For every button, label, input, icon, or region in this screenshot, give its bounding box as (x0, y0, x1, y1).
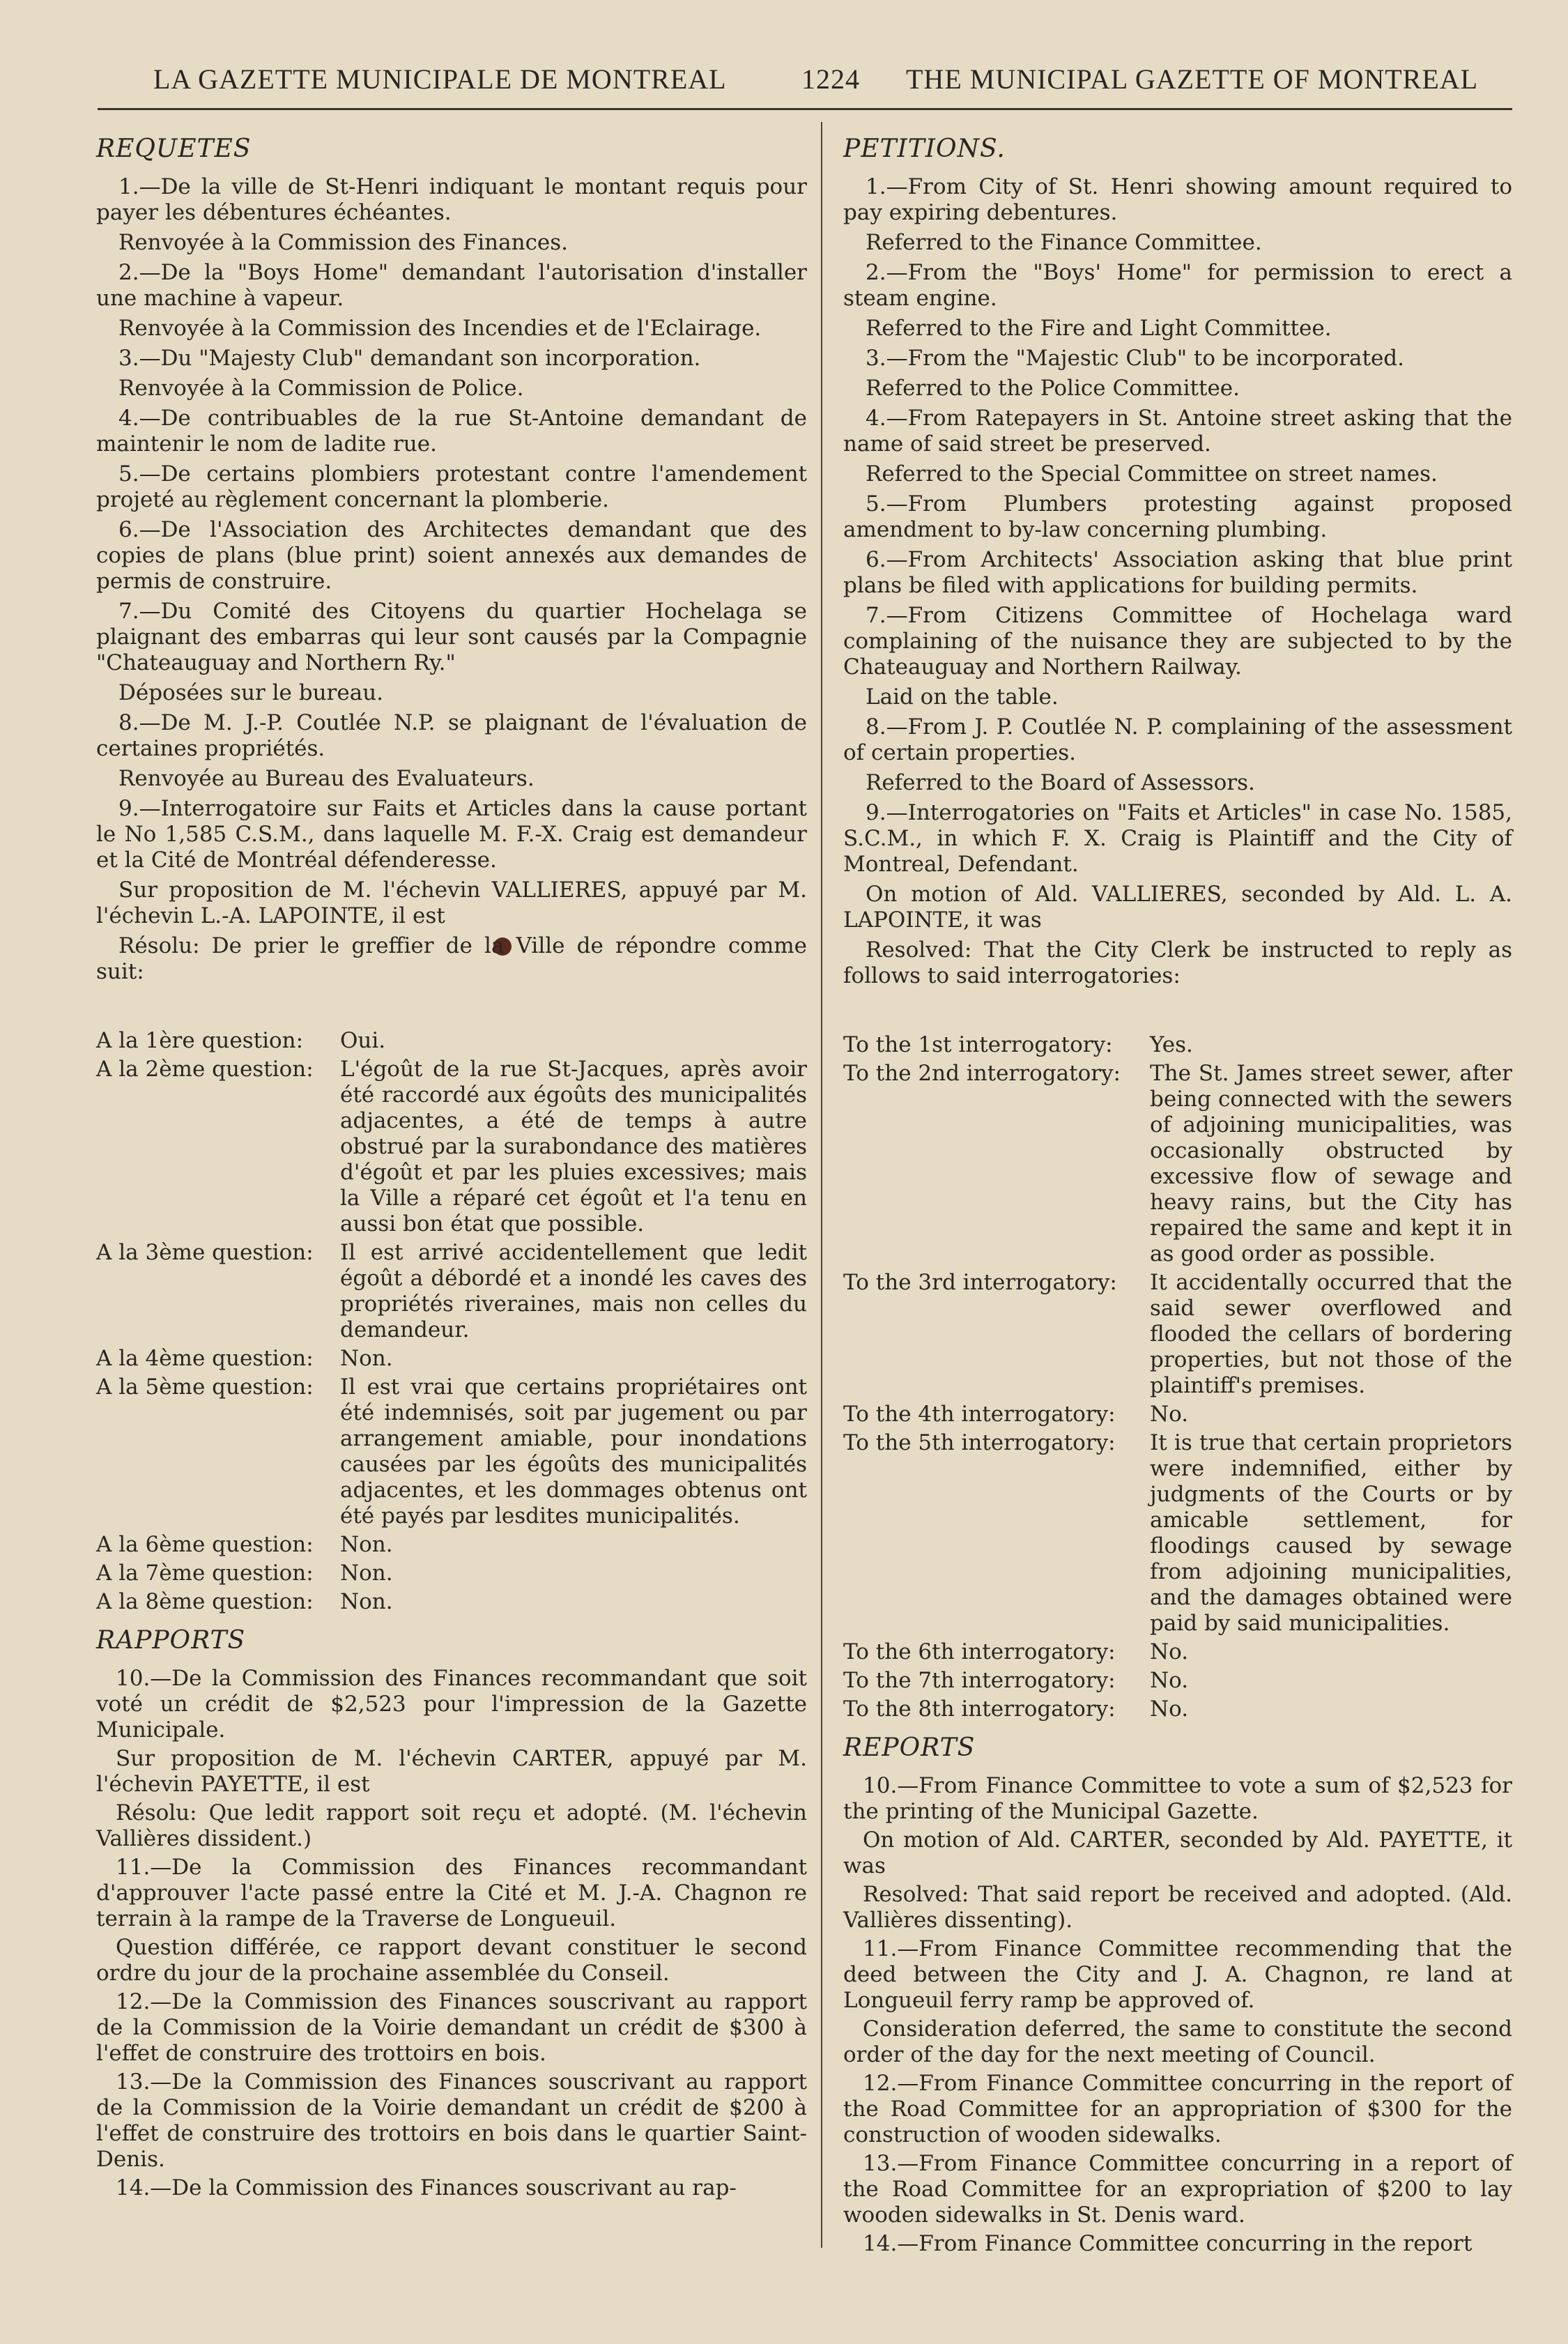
paragraph: Résolu: Que ledit rapport soit reçu et adopté. (M. l'échevin Vallières dissident.) (96, 1800, 807, 1851)
question-label: A la 2ème question: (96, 1057, 314, 1082)
paragraph: 2.—De la "Boys Home" demandant l'autorisation d'installer une machine à vapeur. (96, 260, 807, 311)
interrogatory-answer: It accidentally occurred that the said sewer overflowed and flooded the cellars of bordering properties, but not those of the plaintiff's premises. (1150, 1270, 1512, 1398)
header-title-english: THE MUNICIPAL GAZETTE OF MONTREAL (906, 63, 1479, 95)
question-row (96, 1028, 807, 1054)
header-rule (98, 108, 1512, 110)
interrogatory-answer: No. (1150, 1696, 1189, 1722)
interrogatory-label: To the 5th interrogatory: (843, 1430, 1116, 1455)
interrogatory-label: To the 7th interrogatory: (843, 1668, 1116, 1693)
paragraph: Referred to the Board of Assessors. (866, 770, 1255, 795)
page-number: 1224 (801, 63, 860, 95)
paragraph: Resolved: That said report be received and adopted. (Ald. Vallières dissenting). (843, 1882, 1512, 1933)
paragraph: Renvoyée au Bureau des Evaluateurs. (118, 766, 535, 791)
question-label: A la 7ème question: (96, 1561, 314, 1586)
question-answer: Oui. (340, 1028, 386, 1053)
interrogatory-label: To the 6th interrogatory: (843, 1639, 1116, 1664)
interrogatory-row (843, 1639, 1512, 1665)
paragraph: 11.—De la Commission des Finances recommandant d'approuver l'acte passé entre la Cité et M. J.-A. Chagnon re terrain à la rampe de la Traverse de Longueuil. (96, 1855, 807, 1931)
paragraph: Sur proposition de M. l'échevin VALLIERES, appuyé par M. l'échevin L.-A. LAPOINTE, il est (96, 878, 807, 928)
paragraph: 6.—De l'Association des Architectes demandant que des copies de plans (blue print) soient annexés aux demandes de permis de construire. (96, 517, 807, 594)
paragraph: Resolved: That the City Clerk be instructed to reply as follows to said interrogatories: (843, 937, 1512, 988)
question-label: A la 1ère question: (96, 1028, 304, 1053)
interrogatory-row (843, 1402, 1512, 1427)
page-header (91, 63, 1512, 112)
interrogatory-answer: No. (1150, 1668, 1189, 1693)
question-answer: Non. (340, 1561, 393, 1586)
column-divider (821, 122, 822, 2248)
question-row (96, 1240, 807, 1343)
paragraph: Referred to the Special Committee on street names. (866, 461, 1438, 487)
paragraph: 13.—From Finance Committee concurring in a report of the Road Committee for an expropriation of $200 to lay wooden sidewalks in St. Denis ward. (843, 2151, 1512, 2228)
interrogatory-answer: No. (1150, 1639, 1189, 1664)
french-column (96, 136, 807, 2204)
interrogatory-answer: It is true that certain proprietors were indemnified, either by judgments of the Courts or by amicable settlement, for floodings caused by sewage from adjoining municipalities, and the damages obtained were paid by said municipalities. (1150, 1430, 1512, 1636)
paragraph: 10.—From Finance Committee to vote a sum of $2,523 for the printing of the Municipal Gazette. (843, 1773, 1512, 1824)
paragraph: Renvoyée à la Commission des Finances. (118, 230, 569, 255)
paragraph: 1.—De la ville de St-Henri indiquant le montant requis pour payer les débentures échéantes. (96, 174, 807, 225)
question-answer: Non. (340, 1346, 393, 1371)
header-title-french: LA GAZETTE MUNICIPALE DE MONTREAL (153, 63, 727, 95)
paragraph: Renvoyée à la Commission de Police. (118, 376, 524, 401)
paragraph: 7.—Du Comité des Citoyens du quartier Hochelaga se plaignant des embarras qui leur sont causés par la Compagnie "Chateauguay and Northern Ry." (96, 599, 807, 675)
paragraph: 5.—From Plumbers protesting against proposed amendment to by-law concerning plumbing. (843, 491, 1512, 542)
paragraph: 12.—De la Commission des Finances souscrivant au rapport de la Commission de la Voirie demandant un crédit de $300 à l'effet de construire des trottoirs en bois. (96, 1989, 807, 2066)
question-row (96, 1346, 807, 1372)
paragraph: Résolu: De prier le greffier de la Ville de répondre comme suit: (96, 933, 807, 984)
question-answer: Non. (340, 1589, 393, 1614)
interrogatory-row (843, 1270, 1512, 1399)
english-column (843, 136, 1512, 2260)
paragraph: Sur proposition de M. l'échevin CARTER, appuyé par M. l'échevin PAYETTE, il est (96, 1746, 807, 1797)
paragraph: 3.—Du "Majesty Club" demandant son incorporation. (118, 346, 701, 371)
paragraph: Referred to the Police Committee. (866, 376, 1240, 401)
interrogatory-row (843, 1032, 1512, 1058)
paragraph: 3.—From the "Majestic Club" to be incorporated. (866, 346, 1404, 371)
interrogatory-label: To the 8th interrogatory: (843, 1696, 1116, 1722)
paragraph: 13.—De la Commission des Finances souscrivant au rapport de la Commission de la Voirie demandant un crédit de $200 à l'effet de construire des trottoirs en bois dans le quartier Saint-Denis. (96, 2069, 807, 2172)
paragraph: 10.—De la Commission des Finances recommandant que soit voté un crédit de $2,523 pour l'impression de la Gazette Municipale. (96, 1666, 807, 1742)
paragraph: 8.—De M. J.-P. Coutlée N.P. se plaignant de l'évaluation de certaines propriétés. (96, 710, 807, 761)
paragraph: 7.—From Citizens Committee of Hochelaga ward complaining of the nuisance they are subjected to by the Chateauguay and Northern Railway. (843, 603, 1512, 680)
reports-heading: REPORTS (843, 1733, 976, 1762)
interrogatory-label: To the 1st interrogatory: (843, 1032, 1113, 1057)
interrogatory-row (843, 1430, 1512, 1637)
question-label: A la 8ème question: (96, 1589, 314, 1614)
question-label: A la 5ème question: (96, 1374, 314, 1400)
paragraph: Renvoyée à la Commission des Incendies et de l'Eclairage. (118, 316, 762, 341)
paragraph: Laid on the table. (866, 684, 1059, 710)
question-answer: Non. (340, 1532, 393, 1557)
paragraph: 1.—From City of St. Henri showing amount required to pay expiring debentures. (843, 174, 1512, 225)
interrogatory-label: To the 2nd interrogatory: (843, 1061, 1121, 1086)
question-row (96, 1532, 807, 1558)
petitions-heading: PETITIONS. (843, 135, 1006, 163)
question-row (96, 1589, 807, 1615)
paragraph: 4.—From Ratepayers in St. Antoine street asking that the name of said street be preserved. (843, 406, 1512, 457)
paragraph: Referred to the Finance Committee. (866, 230, 1262, 255)
paragraph: 9.—Interrogatories on "Faits et Articles" in case No. 1585, S.C.M., in which F. X. Craig is Plaintiff and the City of Montreal, Defendant. (843, 800, 1512, 877)
interrogatory-answer: Yes. (1150, 1032, 1193, 1057)
interrogatory-row (843, 1061, 1512, 1267)
question-answer: Il est vrai que certains propriétaires ont été indemnisés, soit par jugement ou par arrangement amiable, pour inondations causées par les égoûts des municipalités adjacentes, et les dommages obtenus ont été payés par lesdites municipalités. (340, 1374, 807, 1529)
paragraph: 6.—From Architects' Association asking that blue print plans be filed with applications for building permits. (843, 547, 1512, 598)
paragraph: 4.—De contribuables de la rue St-Antoine demandant de maintenir le nom de ladite rue. (96, 406, 807, 457)
interrogatory-label: To the 4th interrogatory: (843, 1402, 1116, 1427)
paragraph: Consideration deferred, the same to constitute the second order of the day for the next meeting of Council. (843, 2016, 1512, 2067)
question-label: A la 6ème question: (96, 1532, 314, 1557)
interrogatory-answer: The St. James street sewer, after being connected with the sewers of adjoining municipalities, was occasionally obstructed by excessive flow of sewage and heavy rains, but the City has repaired the same and kept it in as good order as possible. (1150, 1061, 1512, 1266)
question-row (96, 1561, 807, 1586)
paragraph: 9.—Interrogatoire sur Faits et Articles dans la cause portant le No 1,585 C.S.M., dans laquelle M. F.-X. Craig est demandeur et la Cité de Montréal défenderesse. (96, 796, 807, 873)
paragraph: 14.—De la Commission des Finances souscrivant au rap- (116, 2175, 737, 2200)
paragraph: On motion of Ald. CARTER, seconded by Ald. PAYETTE, it was (843, 1828, 1512, 1878)
interrogatory-answer: No. (1150, 1402, 1189, 1427)
paragraph: On motion of Ald. VALLIERES, seconded by Ald. L. A. LAPOINTE, it was (843, 882, 1512, 933)
question-label: A la 4ème question: (96, 1346, 314, 1371)
interrogatory-row (843, 1668, 1512, 1694)
paragraph: Question différée, ce rapport devant constituer le second ordre du jour de la prochaine assemblée du Conseil. (96, 1935, 807, 1986)
paragraph: 2.—From the "Boys' Home" for permission to erect a steam engine. (843, 260, 1512, 311)
question-answer: Il est arrivé accidentellement que ledit égoût a débordé et a inondé les caves des propriétés riveraines, mais non celles du demandeur. (340, 1240, 807, 1342)
paragraph: 12.—From Finance Committee concurring in the report of the Road Committee for an appropriation of $300 for the construction of wooden sidewalks. (843, 2071, 1512, 2147)
paragraph: 14.—From Finance Committee concurring in the report (863, 2231, 1473, 2256)
requetes-heading: REQUETES (96, 135, 252, 163)
paragraph: Déposées sur le bureau. (118, 680, 384, 705)
question-answer: L'égoût de la rue St-Jacques, après avoir été raccordé aux égoûts des municipalités adjacentes, a été de temps à autre obstrué par la surabondance des matières d'égoût et par les pluies excessives; mais la Ville a réparé cet égoût et l'a tenu en aussi bon état que possible. (340, 1057, 807, 1236)
paragraph: 11.—From Finance Committee recommending that the deed between the City and J. A. Chagnon, re land at Longueuil ferry ramp be approved of. (843, 1936, 1512, 2013)
paragraph: 5.—De certains plombiers protestant contre l'amendement projeté au règlement concernant la plomberie. (96, 461, 807, 512)
question-label: A la 3ème question: (96, 1240, 314, 1265)
question-row (96, 1374, 807, 1529)
rapports-heading: RAPPORTS (96, 1626, 246, 1655)
interrogatory-label: To the 3rd interrogatory: (843, 1270, 1117, 1295)
interrogatory-row (843, 1696, 1512, 1722)
paragraph: Referred to the Fire and Light Committee. (866, 316, 1332, 341)
paragraph: 8.—From J. P. Coutlée N. P. complaining of the assessment of certain properties. (843, 714, 1512, 765)
question-row (96, 1057, 807, 1237)
